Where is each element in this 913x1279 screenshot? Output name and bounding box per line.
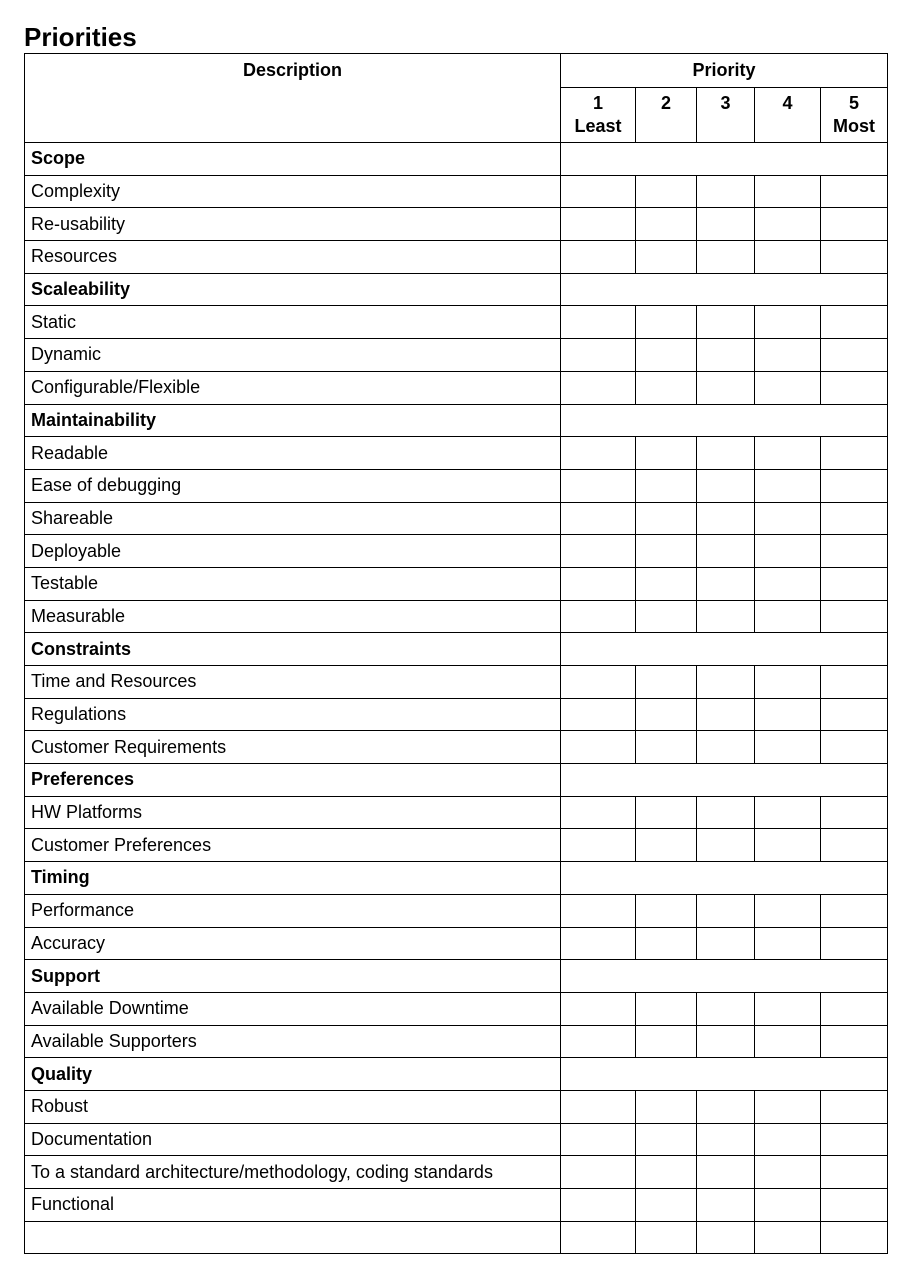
priority-4-cell[interactable] (755, 829, 821, 862)
priority-header: Priority (561, 54, 888, 88)
category-priority-span (561, 404, 888, 437)
priority-3-cell[interactable] (697, 666, 755, 699)
priority-3-cell[interactable] (697, 600, 755, 633)
priority-4-cell[interactable] (755, 339, 821, 372)
priority-5-cell[interactable] (821, 600, 888, 633)
priority-5-cell[interactable] (821, 927, 888, 960)
priority-level-number: 1 (592, 93, 603, 113)
priority-3-cell[interactable] (697, 306, 755, 339)
priority-2-cell[interactable] (636, 1090, 697, 1123)
priority-2-cell[interactable] (636, 502, 697, 535)
priority-1-cell[interactable] (561, 437, 636, 470)
item-row (25, 1123, 888, 1156)
priority-1-cell[interactable] (561, 339, 636, 372)
item-label: Resources (25, 241, 561, 274)
priority-5-cell[interactable] (821, 437, 888, 470)
category-priority-span (561, 764, 888, 797)
page-title: Priorities (24, 22, 137, 52)
item-label: Configurable/Flexible (25, 371, 561, 404)
priority-1-cell[interactable] (561, 371, 636, 404)
priorities-table (24, 53, 888, 1254)
priority-2-cell[interactable] (636, 829, 697, 862)
priority-4-cell[interactable] (755, 731, 821, 764)
priority-3-cell[interactable] (697, 502, 755, 535)
category-row (25, 633, 888, 666)
item-label: Documentation (25, 1123, 561, 1156)
priority-level-number: 4 (782, 93, 793, 113)
priority-5-cell[interactable] (821, 1189, 888, 1222)
item-label: Static (25, 306, 561, 339)
priority-3-cell[interactable] (697, 1090, 755, 1123)
item-label: Re-usability (25, 208, 561, 241)
priority-5-cell[interactable] (821, 469, 888, 502)
item-row (25, 371, 888, 404)
priority-1-cell[interactable] (561, 829, 636, 862)
priority-level-label: Most (833, 116, 876, 136)
priority-4-cell[interactable] (755, 208, 821, 241)
item-label: Complexity (25, 175, 561, 208)
priority-5-cell[interactable] (821, 698, 888, 731)
priority-5-cell[interactable] (821, 535, 888, 568)
priority-4-cell[interactable] (755, 1156, 821, 1189)
item-row (25, 175, 888, 208)
item-label: Functional (25, 1189, 561, 1222)
priority-1-cell[interactable] (561, 894, 636, 927)
priority-1-cell[interactable] (561, 927, 636, 960)
item-label: Deployable (25, 535, 561, 568)
priority-5-cell[interactable] (821, 992, 888, 1025)
item-row (25, 731, 888, 764)
priority-4-cell[interactable] (755, 1189, 821, 1222)
priority-3-cell[interactable] (697, 175, 755, 208)
item-row (25, 1189, 888, 1222)
item-row (25, 1156, 888, 1189)
priority-3-cell[interactable] (697, 535, 755, 568)
priority-4-cell[interactable] (755, 796, 821, 829)
category-row (25, 1058, 888, 1091)
priority-5-cell[interactable] (821, 666, 888, 699)
priority-4-cell[interactable] (755, 437, 821, 470)
priority-3-cell[interactable] (697, 208, 755, 241)
priority-1-cell[interactable] (561, 1189, 636, 1222)
priority-3-cell[interactable] (697, 894, 755, 927)
priority-3-cell[interactable] (697, 698, 755, 731)
priority-4-cell[interactable] (755, 371, 821, 404)
priority-level-1-header (561, 88, 636, 143)
priority-5-cell[interactable] (821, 339, 888, 372)
priority-1-cell[interactable] (561, 241, 636, 274)
priority-2-cell[interactable] (636, 567, 697, 600)
item-row (25, 796, 888, 829)
category-label: Support (25, 960, 561, 993)
priority-2-cell[interactable] (636, 894, 697, 927)
priority-4-cell[interactable] (755, 894, 821, 927)
priority-5-cell[interactable] (821, 371, 888, 404)
category-row (25, 404, 888, 437)
priority-1-cell[interactable] (561, 600, 636, 633)
category-row (25, 764, 888, 797)
priority-3-cell[interactable] (697, 992, 755, 1025)
priority-1-cell[interactable] (561, 208, 636, 241)
item-label: Customer Preferences (25, 829, 561, 862)
priority-2-cell[interactable] (636, 600, 697, 633)
description-header: Description (25, 54, 561, 143)
item-row (25, 698, 888, 731)
item-label: Available Downtime (25, 992, 561, 1025)
priority-5-cell[interactable] (821, 894, 888, 927)
priority-1-cell[interactable] (561, 175, 636, 208)
category-label: Constraints (25, 633, 561, 666)
priority-3-cell[interactable] (697, 437, 755, 470)
priority-5-cell[interactable] (821, 796, 888, 829)
priority-5-cell[interactable] (821, 241, 888, 274)
priority-1-cell[interactable] (561, 698, 636, 731)
category-label: Scaleability (25, 273, 561, 306)
priority-5-cell[interactable] (821, 175, 888, 208)
priority-2-cell[interactable] (636, 1025, 697, 1058)
item-label: Testable (25, 567, 561, 600)
priority-1-cell[interactable] (561, 1090, 636, 1123)
category-row (25, 862, 888, 895)
priority-5-cell[interactable] (821, 731, 888, 764)
priority-level-number: 3 (720, 93, 731, 113)
item-row (25, 894, 888, 927)
item-label: Time and Resources (25, 666, 561, 699)
priority-2-cell[interactable] (636, 992, 697, 1025)
priority-2-cell[interactable] (636, 437, 697, 470)
priority-1-cell[interactable] (561, 992, 636, 1025)
priority-3-cell[interactable] (697, 1123, 755, 1156)
priority-1-cell[interactable] (561, 1156, 636, 1189)
priority-2-cell[interactable] (636, 1221, 697, 1254)
priority-3-cell[interactable] (697, 796, 755, 829)
priority-2-cell[interactable] (636, 339, 697, 372)
priority-2-cell[interactable] (636, 927, 697, 960)
priority-4-cell[interactable] (755, 241, 821, 274)
priority-3-cell[interactable] (697, 731, 755, 764)
priority-2-cell[interactable] (636, 175, 697, 208)
priority-1-cell[interactable] (561, 731, 636, 764)
item-row (25, 1090, 888, 1123)
category-label: Maintainability (25, 404, 561, 437)
priority-3-cell[interactable] (697, 927, 755, 960)
priority-2-cell[interactable] (636, 796, 697, 829)
priority-level-5-header (821, 88, 888, 143)
item-row (25, 208, 888, 241)
item-label: To a standard architecture/methodology, coding standards (25, 1156, 561, 1189)
category-row (25, 960, 888, 993)
item-label: Accuracy (25, 927, 561, 960)
priority-2-cell[interactable] (636, 371, 697, 404)
item-row (25, 600, 888, 633)
category-row (25, 273, 888, 306)
priority-1-cell[interactable] (561, 306, 636, 339)
item-label: Customer Requirements (25, 731, 561, 764)
item-label: Readable (25, 437, 561, 470)
priority-4-cell[interactable] (755, 306, 821, 339)
priority-4-cell[interactable] (755, 600, 821, 633)
category-row (25, 143, 888, 176)
priority-3-cell[interactable] (697, 339, 755, 372)
priority-2-cell[interactable] (636, 1123, 697, 1156)
item-row (25, 567, 888, 600)
item-row (25, 927, 888, 960)
category-label: Quality (25, 1058, 561, 1091)
priority-level-3-header (697, 88, 755, 143)
priority-5-cell[interactable] (821, 1156, 888, 1189)
priority-3-cell[interactable] (697, 241, 755, 274)
priority-1-cell[interactable] (561, 535, 636, 568)
item-row (25, 829, 888, 862)
priority-3-cell[interactable] (697, 1156, 755, 1189)
item-row (25, 666, 888, 699)
priority-4-cell[interactable] (755, 1221, 821, 1254)
priority-1-cell[interactable] (561, 567, 636, 600)
priority-2-cell[interactable] (636, 208, 697, 241)
priority-5-cell[interactable] (821, 1123, 888, 1156)
priority-5-cell[interactable] (821, 1025, 888, 1058)
priority-1-cell[interactable] (561, 1221, 636, 1254)
priority-5-cell[interactable] (821, 829, 888, 862)
priority-1-cell[interactable] (561, 1025, 636, 1058)
priority-level-number: 2 (660, 93, 671, 113)
item-row (25, 1025, 888, 1058)
priority-2-cell[interactable] (636, 731, 697, 764)
priority-4-cell[interactable] (755, 927, 821, 960)
category-priority-span (561, 1058, 888, 1091)
item-label: Robust (25, 1090, 561, 1123)
priority-2-cell[interactable] (636, 306, 697, 339)
category-label: Timing (25, 862, 561, 895)
priority-3-cell[interactable] (697, 371, 755, 404)
priority-2-cell[interactable] (636, 241, 697, 274)
priority-2-cell[interactable] (636, 1156, 697, 1189)
priority-level-2-header (636, 88, 697, 143)
priority-5-cell[interactable] (821, 1221, 888, 1254)
priority-1-cell[interactable] (561, 1123, 636, 1156)
priority-2-cell[interactable] (636, 698, 697, 731)
priority-1-cell[interactable] (561, 796, 636, 829)
priority-5-cell[interactable] (821, 208, 888, 241)
item-row (25, 992, 888, 1025)
item-row (25, 502, 888, 535)
priority-2-cell[interactable] (636, 666, 697, 699)
item-label: Available Supporters (25, 1025, 561, 1058)
priority-level-4-header (755, 88, 821, 143)
priority-2-cell[interactable] (636, 535, 697, 568)
priority-4-cell[interactable] (755, 666, 821, 699)
category-priority-span (561, 273, 888, 306)
item-label: HW Platforms (25, 796, 561, 829)
item-row (25, 437, 888, 470)
priority-5-cell[interactable] (821, 1090, 888, 1123)
category-label: Preferences (25, 764, 561, 797)
priority-4-cell[interactable] (755, 567, 821, 600)
item-label: Regulations (25, 698, 561, 731)
category-priority-span (561, 960, 888, 993)
priority-3-cell[interactable] (697, 469, 755, 502)
priority-level-number: 5 (849, 93, 860, 113)
priority-4-cell[interactable] (755, 698, 821, 731)
priority-3-cell[interactable] (697, 1025, 755, 1058)
item-label (25, 1221, 561, 1254)
priority-1-cell[interactable] (561, 502, 636, 535)
priority-5-cell[interactable] (821, 567, 888, 600)
priority-4-cell[interactable] (755, 502, 821, 535)
item-label: Performance (25, 894, 561, 927)
item-row (25, 339, 888, 372)
header-row-top (25, 54, 888, 88)
priority-4-cell[interactable] (755, 1090, 821, 1123)
priority-4-cell[interactable] (755, 992, 821, 1025)
item-row (25, 469, 888, 502)
priority-4-cell[interactable] (755, 1025, 821, 1058)
priority-3-cell[interactable] (697, 567, 755, 600)
item-row (25, 535, 888, 568)
priority-3-cell[interactable] (697, 829, 755, 862)
item-label: Dynamic (25, 339, 561, 372)
item-label: Ease of debugging (25, 469, 561, 502)
item-label: Shareable (25, 502, 561, 535)
category-label: Scope (25, 143, 561, 176)
category-priority-span (561, 862, 888, 895)
priority-5-cell[interactable] (821, 502, 888, 535)
item-row (25, 1221, 888, 1254)
priority-4-cell[interactable] (755, 535, 821, 568)
priority-3-cell[interactable] (697, 1189, 755, 1222)
priority-5-cell[interactable] (821, 306, 888, 339)
priority-2-cell[interactable] (636, 1189, 697, 1222)
priority-3-cell[interactable] (697, 1221, 755, 1254)
priority-1-cell[interactable] (561, 666, 636, 699)
priority-level-label: Least (574, 116, 622, 136)
item-label: Measurable (25, 600, 561, 633)
category-priority-span (561, 143, 888, 176)
item-row (25, 241, 888, 274)
priority-2-cell[interactable] (636, 469, 697, 502)
category-priority-span (561, 633, 888, 666)
item-row (25, 306, 888, 339)
priority-4-cell[interactable] (755, 1123, 821, 1156)
priority-4-cell[interactable] (755, 469, 821, 502)
priority-1-cell[interactable] (561, 469, 636, 502)
priorities-body (25, 143, 888, 1254)
priority-4-cell[interactable] (755, 175, 821, 208)
